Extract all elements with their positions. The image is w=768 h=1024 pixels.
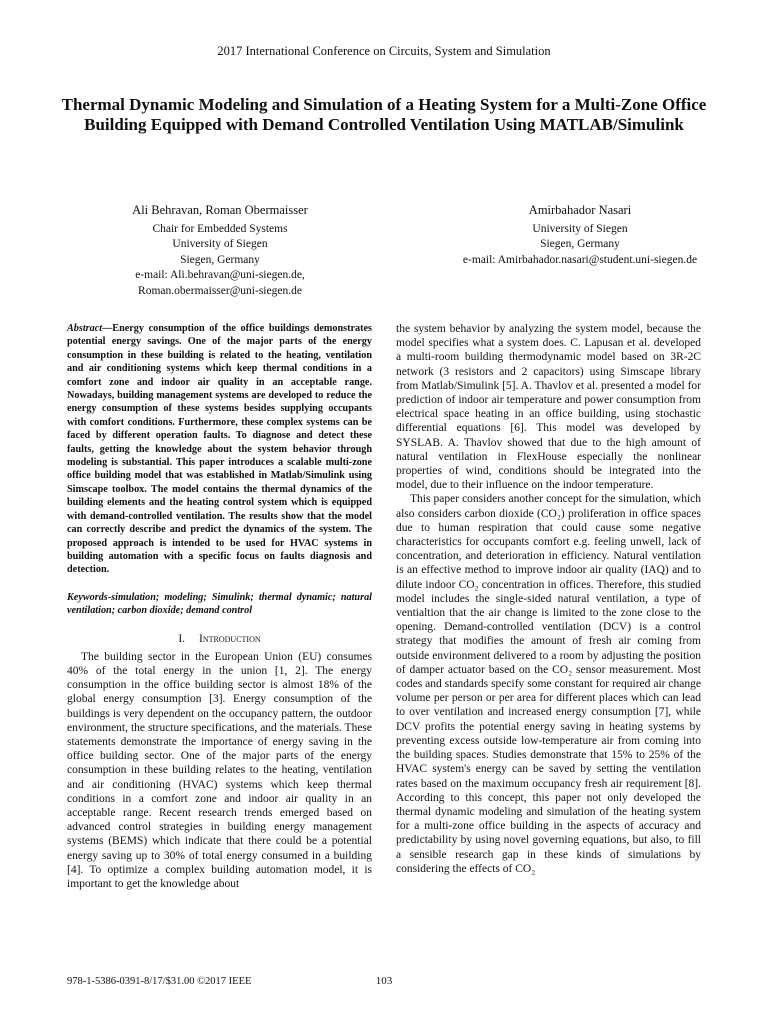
- page-number: 103: [375, 975, 393, 987]
- affiliation-line: University of Siegen: [532, 222, 628, 235]
- paper-title: Thermal Dynamic Modeling and Simulation of a Heating System for a Multi-Zone Office Building Equipped with Demand Controlled Ventilation Using MATLAB/Simulink: [61, 95, 707, 134]
- body-paragraph: the system behavior by analyzing the system model, because the model specifies what a system does. C. Lapusan et al. developed a multi-room building thermodynamic model based on 3R-2C network (3 resistors and 2 capacitors) using Simscape library from Matlab/Simulink [5]. A. Thavlov et al. presented a model for prediction of indoor air temperature and power consumption from electrical space heating in an office building, using stochastic differential equations [6]. This model was developed by SYSLAB. A. Thavlov showed that due to the high amount of natural ventilation in FlexHouse especially the nonlinear properties of wind, conditions should be integrated into the model, due to their influence on the indoor temperature.: [396, 323, 701, 492]
- keywords: Keywords-simulation; modeling; Simulink; thermal dynamic; natural ventilation; carbon dioxide; demand control: [67, 591, 372, 617]
- author-names: Amirbahador Nasari: [528, 203, 632, 217]
- right-column: [396, 322, 701, 876]
- abstract-lead: Abstract: [67, 323, 103, 334]
- body-paragraph: The building sector in the European Union (EU) consumes 40% of the total energy in the union [1, 2]. The energy consumption in the office building sector is almost 18% of the global energy consumption [3]. Energy consumption of the buildings is very dependent on the occupancy pattern, the outdoor environment, the structure specifications, and the materials. These statements demonstrate the importance of energy saving in the office building sector. One of the major parts of the energy consumption in these building relates to the heating, ventilation and air conditioning (HVAC) systems which keep thermal conditions in a comfort zone and indoor air quality in an acceptable range. Recent research trends emerged based on advanced control strategies in building energy management systems (BEMS) which indicate that there could be a potential energy saving up to 30% of total energy consumed in a building [4]. To optimize a complex building automation model, it is important to get the knowledge about: [67, 650, 372, 890]
- author-names: Ali Behravan, Roman Obermaisser: [132, 203, 308, 217]
- left-column: [67, 322, 372, 891]
- author-block-right: [410, 203, 750, 268]
- email-line: e-mail: Amirbahador.nasari@student.uni-siegen.de: [462, 253, 698, 266]
- abstract-text: —Energy consumption of the office buildings demonstrates potential energy savings. One of the major parts of the energy consumption in these building is related to the heating, ventilation and air conditioning systems which keep thermal conditions in a comfort zone and indoor air quality in an acceptable range. Nowadays, building management systems are developed to reduce the energy consumption of these systems besides supplying occupants with comfort conditions. Furthermore, these complex systems can be faced by different operation faults. To diagnose and detect these faults, getting the knowledge about the system behavior through modeling is substantial. This paper introduces a scalable multi-zone office building model that was established in Matlab/Simulink using Simscape toolbox. The model contains the thermal dynamics of the building elements and the heating control system which is equipped with demand-controlled ventilation. The results show that the model can correctly describe and predict the dynamics of the system. The proposed approach is intended to be used for HVAC systems in building automation with a specific focus on faults diagnosis and detection.: [67, 323, 372, 576]
- footer-isbn: 978-1-5386-0391-8/17/$31.00 ©2017 IEEE: [67, 976, 252, 987]
- conference-header: 2017 International Conference on Circuits, System and Simulation: [217, 44, 551, 58]
- affiliation-line: Chair for Embedded Systems: [152, 222, 288, 235]
- section-number: I.: [178, 632, 186, 645]
- email-line: e-mail: Ali.behravan@uni-siegen.de,: [135, 269, 305, 281]
- body-paragraph: This paper considers another concept for the simulation, which also considers carbon dioxide (CO₂) proliferation in office spaces due to human respiration that could cause some negative characteristics for occupants comfort e.g. feeling unwell, lack of concentration, and deterioration in efficiency. Natural ventilation is an effective method to improve indoor air quality (IAQ) and to dilute indoor CO₂ concentration in offices. Therefore, this studied model includes the single-sided natural ventilation, a type of ventialtion that the air change is limited to the zone close to the opening. Demand-controlled ventilation (DCV) is a control strategy that modifies the amount of fresh air coming from outside environment delivered to a room by adjusting the position of damper actuator based on the CO₂ sensor measurement. Most codes and standards specify some constant for required air change volume per person or per area for different places which can lead to over ventilation and increased energy consumption [7], while DCV profits the potential energy saving in heating systems by preventing excess outside low-temperature air from coming into the building spaces. Studies demonstrate that 15% to 25% of the HVAC system's energy can be saved by setting the ventilation rates based on the maximum occupancy fresh air requirement [8]. According to this concept, this paper not only developed the thermal dynamic modeling and simulation of the heating system for a multi-zone office building in the aspects of accuracy and predictability by using novel governing equations, but also, to fill a sensible research gap in these kinds of simulations by considering the effects of CO₂: [396, 493, 701, 875]
- location-line: Siegen, Germany: [180, 253, 260, 266]
- email-line: Roman.obermaisser@uni-siegen.de: [138, 284, 302, 297]
- section-heading: [67, 632, 372, 646]
- affiliation-line: University of Siegen: [172, 238, 268, 250]
- location-line: Siegen, Germany: [540, 238, 620, 250]
- abstract: [67, 322, 372, 577]
- section-title: Introduction: [199, 632, 261, 645]
- author-block-left: [95, 203, 345, 299]
